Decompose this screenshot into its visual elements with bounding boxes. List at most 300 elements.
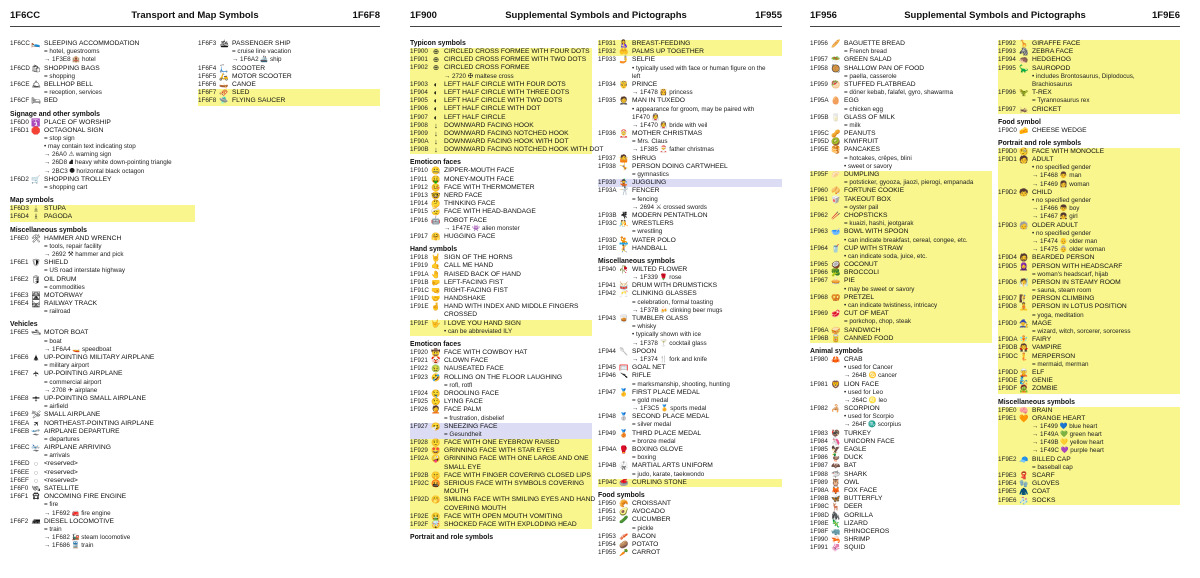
character-name: SCARF [1032, 472, 1055, 479]
annotation-text: → 2708 ✈ airplane [44, 386, 98, 394]
spacer [598, 323, 616, 331]
spacer [998, 464, 1016, 472]
range-end: 1F955 [755, 10, 782, 21]
spacer [10, 73, 28, 81]
section-heading: Portrait and role symbols [998, 139, 1082, 147]
annotation [10, 135, 195, 143]
character-name: BREAST-FEEDING [632, 40, 691, 47]
annotation-text: = commodities [44, 283, 85, 291]
glyph-icon: 🛔 [32, 212, 40, 222]
character-name: FACE WITH FINGER COVERING CLOSED LIPS [444, 471, 591, 479]
spacer [28, 143, 44, 151]
code-point: 1F954 [598, 540, 616, 548]
glyph-icon: 🛸 [219, 96, 229, 106]
annotation-text: → 264C ♌ leo [844, 396, 887, 404]
character-name: PERSON IN LOTUS POSITION [1032, 303, 1127, 311]
character-name: MAN IN TUXEDO [632, 97, 686, 105]
spacer [1016, 73, 1032, 81]
glyph-icon: 🤚 [431, 269, 441, 279]
glyph-icon: 🤓 [431, 191, 441, 200]
character-name: HANDSHAKE [444, 295, 486, 303]
annotation-text: • appearance for groom, may be paired with [632, 105, 755, 113]
annotation-text: → 26A0 ⚠ warning sign [44, 151, 112, 159]
character-name: SIGN OF THE HORNS [444, 254, 513, 262]
code-point: 1F910 [410, 167, 428, 175]
entry-row [998, 89, 1180, 97]
annotation [10, 184, 195, 192]
code-point: 1F956 [810, 40, 828, 47]
entry-row [598, 315, 782, 323]
glyph-icon: ↓ [434, 128, 438, 138]
spacer [28, 135, 44, 143]
code-point: 1F91C [410, 286, 429, 294]
spacer [828, 364, 844, 372]
character-name: GRINNING FACE WITH ONE LARGE AND ONE [444, 455, 589, 463]
page-header [410, 10, 782, 22]
character-name: SAUROPOD [1032, 64, 1071, 72]
code-point: 1F98D [810, 511, 829, 519]
glyph-icon: 🤱 [619, 39, 629, 48]
character-name: CLOWN FACE [444, 357, 489, 365]
glyph-icon: 🧤 [1019, 479, 1029, 489]
glyph-icon: 🤷 [619, 153, 629, 163]
character-name: GLOVES [1032, 480, 1060, 488]
spacer [598, 73, 616, 81]
entry-row [810, 146, 992, 154]
annotation [10, 159, 195, 167]
character-name: PERSON IN STEAMY ROOM [1032, 278, 1121, 286]
character-name: NERD FACE [444, 192, 483, 199]
entry-row [598, 187, 782, 195]
character-name: FACE PALM [444, 406, 482, 414]
annotation-text: = railroad [44, 308, 71, 316]
annotation-text: → 1F692 🚒 fire engine [44, 509, 111, 517]
entry-row [998, 263, 1180, 271]
code-point: 1F6CC [10, 40, 30, 47]
character-name: OLDER ADULT [1032, 221, 1078, 229]
code-point: 1F993 [998, 48, 1016, 56]
code-point: 1F922 [410, 365, 428, 373]
code-point: 1F6EE [10, 468, 30, 476]
glyph-icon: 🦓 [1019, 47, 1029, 57]
code-point: 1F91E [410, 303, 429, 311]
character-name: MOTOR SCOOTER [232, 72, 292, 80]
glyph-icon: 🤹 [619, 178, 629, 188]
section-heading: Portrait and role symbols [410, 534, 494, 542]
annotation [410, 328, 592, 336]
annotation-text: • includes Brontosaurus, Diplodocus, [1032, 72, 1135, 80]
section-heading: Food symbol [998, 118, 1041, 126]
glyph-icon: 🛌 [31, 39, 41, 48]
spacer [810, 89, 828, 97]
spacer [28, 48, 44, 56]
character-name: KIWIFRUIT [844, 138, 879, 146]
glyph-icon: 🥞 [831, 145, 841, 155]
spacer [616, 114, 632, 122]
character-name: MERPERSON [1032, 352, 1076, 360]
character-name: UP-POINTING AIRPLANE [44, 370, 123, 378]
character-name: WRESTLERS [632, 220, 674, 228]
annotation-text: = boat [44, 337, 62, 345]
glyph-icon: 🤘 [431, 253, 441, 263]
annotation-text: → 1F49B 💛 yellow heart [1032, 439, 1104, 447]
spacer [828, 389, 844, 397]
character-name: WATER POLO [632, 236, 676, 244]
character-name: GORILLA [844, 511, 873, 519]
code-point: 1F9DD [998, 368, 1018, 376]
spacer [998, 164, 1016, 172]
character-name: SANDWICH [844, 326, 881, 334]
glyph-icon: 🤡 [431, 356, 441, 366]
spacer [10, 48, 28, 56]
glyph-icon: ↓ [434, 137, 438, 147]
glyph-icon: 🥝 [831, 137, 841, 147]
column-right [198, 40, 380, 106]
entry-row [810, 212, 992, 220]
code-point: 1F959 [810, 80, 828, 88]
entry-row [598, 290, 782, 298]
code-point: 1F94B [598, 462, 617, 470]
character-name: BED [44, 97, 58, 105]
spacer [1016, 439, 1032, 447]
character-name: JUGGLING [632, 179, 667, 187]
character-name: CALL ME HAND [444, 262, 494, 270]
glyph-icon: 🤙 [431, 261, 441, 271]
glyph-icon: 🛧 [33, 369, 39, 379]
spacer [598, 381, 616, 389]
code-point: 1F938 [598, 162, 616, 170]
code-point: 1F949 [598, 429, 616, 437]
code-point: 1F6F4 [198, 64, 217, 72]
code-point: 1F92C [410, 480, 429, 487]
code-point: 1F964 [810, 244, 828, 252]
glyph-icon: 🤢 [431, 364, 441, 374]
glyph-icon: 🤫 [431, 470, 441, 480]
spacer [28, 379, 44, 387]
spacer [28, 501, 44, 509]
entry-row [598, 389, 782, 397]
character-name: SHARK [844, 470, 868, 478]
glyph-icon: 🤼 [619, 219, 629, 229]
entry-row [10, 176, 195, 184]
glyph-icon: 🦗 [1019, 104, 1029, 114]
glyph-icon: 🦒 [1019, 39, 1029, 48]
spacer [810, 237, 828, 245]
character-name: MOTORWAY [44, 291, 84, 299]
annotation-text: = chicken egg [844, 105, 884, 113]
glyph-icon: ↓ [434, 145, 438, 155]
spacer [1016, 164, 1032, 172]
entry-row [598, 163, 782, 171]
spacer [598, 331, 616, 339]
character-name: LEFT HALF CIRCLE [444, 113, 506, 121]
annotation-text: → 1F686 🚆 train [44, 542, 94, 550]
glyph-icon: 🥉 [619, 428, 629, 438]
annotation-text: → 1F475 👵 older woman [1032, 246, 1106, 254]
annotation-text: = commercial airport [44, 378, 102, 386]
code-point: 1F6F3 [198, 40, 217, 47]
glyph-icon: 🤕 [431, 207, 441, 217]
glyph-icon: 🤤 [431, 388, 441, 398]
glyph-icon: 🤜 [431, 285, 441, 295]
column-left [410, 40, 604, 542]
character-name: PERSON CLIMBING [1032, 295, 1095, 303]
entry-row [810, 171, 992, 179]
code-point: 1F6D3 [10, 205, 29, 213]
spacer [428, 328, 444, 336]
spacer [1016, 205, 1032, 213]
annotation-text: → 1F37B 🍻 clinking beer mugs [632, 306, 723, 314]
character-name: RIFLE [632, 372, 651, 380]
character-name: CRAB [844, 355, 863, 363]
character-name: SLEEPING ACCOMMODATION [44, 40, 140, 47]
code-point: 1F6F7 [198, 89, 217, 97]
spacer [598, 89, 616, 97]
character-name: <reserved> [44, 476, 78, 484]
character-name: DOWNWARD FACING HOOK [444, 121, 534, 129]
entry-row [410, 521, 592, 529]
code-point: 1F9D2 [998, 188, 1017, 196]
character-name: WILTED FLOWER [632, 265, 688, 273]
code-point: 1F919 [410, 262, 428, 270]
code-point: 1F6EB [10, 427, 30, 435]
glyph-icon: 🤥 [431, 397, 441, 407]
glyph-icon: 🥘 [831, 63, 841, 73]
code-point: 1F95F [810, 171, 829, 178]
character-name: SCORPION [844, 405, 880, 413]
spacer [10, 284, 28, 292]
character-name: FENCER [632, 187, 660, 195]
code-point: 1F9E3 [998, 472, 1017, 479]
spacer [998, 447, 1016, 455]
character-name: HANDBALL [632, 244, 668, 252]
code-point: 1F963 [810, 228, 828, 236]
annotation-text: • used for Cancer [844, 364, 893, 372]
glyph-icon: 🤨 [431, 438, 441, 448]
glyph-icon: 🛬 [31, 443, 41, 453]
character-name: GLASS OF MILK [844, 113, 895, 121]
glyph-icon: 🛷 [219, 88, 229, 98]
glyph-icon: 🥃 [619, 314, 629, 323]
annotation-text: = woman's headscarf, hijab [1032, 270, 1109, 278]
entry-row [810, 40, 992, 48]
glyph-icon: 🛦 [33, 353, 39, 362]
character-name: SHOPPING TROLLEY [44, 175, 112, 183]
annotation [998, 423, 1180, 431]
character-name: CIRCLED CROSS FORMEE WITH FOUR DOTS [444, 48, 590, 55]
character-name: HEDGEHOG [1032, 56, 1072, 64]
character-name: POTATO [632, 540, 659, 548]
annotation-text: • may contain text indicating stop [44, 143, 136, 151]
glyph-icon: 🧐 [1019, 146, 1029, 156]
entry-row [998, 65, 1180, 73]
character-name: ORANGE HEART [1032, 414, 1086, 422]
annotation-text: • can indicate soda, juice, etc. [844, 252, 928, 260]
code-point: 1F958 [810, 64, 828, 72]
code-point: 1F955 [598, 549, 616, 557]
character-name: PLACE OF WORSHIP [44, 118, 111, 126]
code-point: 1F9D8 [998, 303, 1017, 311]
character-name: UNICORN FACE [844, 437, 895, 445]
code-point: 1F6E2 [10, 275, 29, 283]
glyph-icon: 🧕 [1019, 261, 1029, 271]
code-point: 1F995 [998, 64, 1016, 72]
annotation-text: = airfield [44, 403, 68, 411]
glyph-icon: 🧘 [1019, 302, 1029, 312]
spacer [28, 159, 44, 167]
character-name: RHINOCEROS [844, 527, 890, 535]
spacer [598, 356, 616, 364]
code-point: 1F943 [598, 315, 616, 322]
code-point: 1F982 [810, 405, 828, 413]
spacer [10, 452, 28, 460]
glyph-icon: 🤽 [619, 235, 629, 245]
code-point: 1F9DB [998, 344, 1018, 352]
spacer [10, 308, 28, 316]
character-name: BELLHOP BELL [44, 80, 93, 88]
character-name: GIRAFFE FACE [1032, 40, 1081, 47]
code-point: 1F91A [410, 270, 429, 278]
column-left [10, 40, 195, 551]
spacer [1016, 423, 1032, 431]
glyph-icon: 🤴 [619, 79, 629, 89]
spacer [410, 488, 428, 496]
character-name: ROLLING ON THE FLOOR LAUGHING [444, 373, 563, 381]
character-name: <reserved> [44, 468, 78, 476]
code-point: 1F960 [810, 187, 828, 195]
glyph-icon: 🛤 [31, 299, 41, 309]
code-point: 1F946 [598, 372, 616, 380]
code-point: 1F952 [598, 516, 616, 524]
header-rule [410, 26, 782, 27]
glyph-icon: 🥫 [831, 333, 841, 343]
character-name: CANOE [232, 80, 256, 88]
code-point: 1F6CD [10, 64, 30, 72]
entry-row [410, 423, 592, 431]
code-point: 1F98E [810, 519, 829, 527]
annotation [810, 155, 992, 163]
spacer [828, 155, 844, 163]
glyph-icon: 🧡 [1019, 413, 1029, 423]
code-point: 1F915 [410, 208, 428, 216]
glyph-icon: 🧢 [1019, 454, 1029, 464]
glyph-icon: 🤺 [619, 186, 629, 196]
annotation-text: = fencing [632, 195, 658, 203]
glyph-icon: 🤻 [620, 210, 628, 220]
section-heading: Signage and other symbols [10, 110, 100, 118]
character-name: ZIPPER-MOUTH FACE [444, 167, 515, 175]
entry-row [810, 294, 992, 302]
spacer [28, 151, 44, 159]
code-point: 1F925 [410, 398, 428, 406]
glyph-icon: 🦎 [831, 518, 841, 528]
entry-row [410, 217, 592, 225]
annotation-text: → 1F3E8 🏨 hotel [44, 56, 96, 64]
annotation-text: = whisky [632, 323, 657, 331]
column-left [810, 40, 992, 552]
code-point: 1F98B [810, 495, 829, 503]
character-name: RIGHT-FACING FIST [444, 286, 508, 294]
entry-row [598, 56, 782, 64]
code-point: 1F94C [598, 478, 617, 486]
spacer [598, 106, 616, 114]
glyph-icon: 🥦 [831, 268, 841, 278]
glyph-icon: 🥗 [831, 55, 841, 65]
character-name: MOUTH [444, 488, 469, 496]
annotation-text: → 264B ♋ cancer [844, 372, 897, 380]
glyph-icon: 🛓 [32, 204, 40, 214]
character-name: COCONUT [844, 261, 878, 269]
character-name: CROISSANT [632, 499, 672, 507]
glyph-icon: 🧙 [1019, 318, 1029, 328]
character-name: MARTIAL ARTS UNIFORM [632, 462, 713, 470]
character-name: ONCOMING FIRE ENGINE [44, 493, 127, 501]
glyph-icon: 🥖 [831, 39, 841, 48]
annotation-text: = train [44, 525, 62, 533]
annotation-text: = rofl, rotfl [444, 381, 473, 389]
glyph-icon: 🧓 [1019, 220, 1029, 230]
entry-row [998, 415, 1180, 423]
code-point: 1F914 [410, 200, 428, 208]
code-point: 1F6CF [10, 97, 30, 105]
code-point: 1F905 [410, 97, 428, 105]
glyph-icon: 🦁 [831, 379, 841, 389]
glyph-icon: 🛣 [31, 290, 41, 300]
entry-row [410, 374, 592, 382]
entry-row [598, 130, 782, 138]
glyph-icon: 🥀 [619, 264, 629, 274]
character-name: DROOLING FACE [444, 389, 499, 397]
range-start: 1F956 [810, 10, 837, 21]
entry-row [10, 259, 195, 267]
code-point: 1F916 [410, 216, 428, 224]
glyph-icon: 🦊 [831, 485, 841, 495]
annotation [998, 230, 1180, 238]
code-point: 1F6E3 [10, 291, 29, 299]
spacer [410, 415, 428, 423]
spacer [998, 246, 1016, 254]
character-name: SMILING FACE WITH SMILING EYES AND HAND [444, 496, 596, 504]
spacer [598, 340, 616, 348]
spacer [10, 143, 28, 151]
character-name: OIL DRUM [44, 275, 77, 283]
code-point: 1F994 [998, 56, 1016, 64]
annotation-text: = Mrs. Claus [632, 138, 668, 146]
spacer [28, 542, 44, 550]
glyph-icon: 🥨 [831, 292, 841, 302]
code-point: 1F93E [598, 244, 617, 252]
glyph-icon: 🦀 [831, 354, 841, 364]
character-name: BUTTERFLY [844, 495, 883, 503]
section-heading: Emoticon faces [410, 159, 461, 167]
annotation-text: → 2694 ⚔ crossed swords [632, 203, 707, 211]
annotation [598, 106, 782, 114]
character-name: FAIRY [1032, 336, 1052, 344]
entry-row [598, 549, 782, 557]
annotation-text: = baseball cap [1032, 463, 1073, 471]
code-point: 1F9E5 [998, 488, 1017, 496]
code-point: 1F96A [810, 326, 829, 334]
character-name: CUCUMBER [632, 516, 671, 524]
glyph-icon: 🦏 [831, 526, 841, 536]
annotation-text: 1F470 👰 [632, 113, 660, 121]
code-point: 1F997 [998, 105, 1016, 113]
glyph-icon: 🧞 [1019, 376, 1029, 386]
code-point: 1F6EA [10, 419, 30, 427]
entry-row [598, 446, 782, 454]
glyph-icon: 🤟 [431, 318, 441, 328]
character-name: HAND WITH INDEX AND MIDDLE FINGERS [444, 303, 579, 311]
